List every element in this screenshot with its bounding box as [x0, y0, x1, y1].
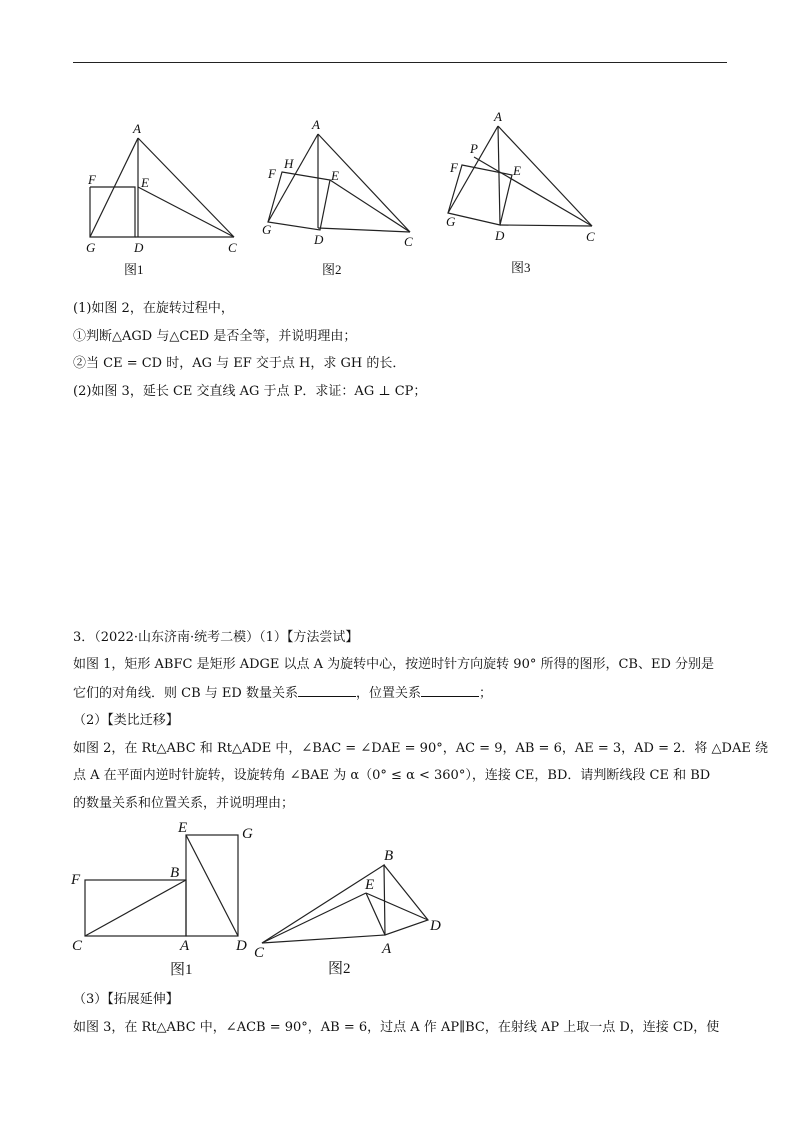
fig1-label-G: G: [86, 240, 96, 255]
bfig2-caption: 图2: [328, 961, 351, 977]
p2-q1: (1)如图 2，在旋转过程中，: [73, 301, 234, 316]
fig1-label-A: A: [133, 121, 141, 136]
fig3-label-A: A: [494, 109, 502, 124]
bottom-figure-1: [85, 835, 238, 936]
bfig2-label-D: D: [430, 918, 441, 934]
bfig2-label-A: A: [382, 941, 392, 957]
p2-q2: (2)如图 3，延长 CE 交直线 AG 于点 P．求证：AG ⊥ CP；: [73, 384, 427, 399]
fig2-label-E: E: [331, 168, 339, 183]
fig3-label-P: P: [470, 141, 478, 156]
answer-blank-2: [421, 684, 479, 697]
bfig1-label-C: C: [72, 938, 83, 954]
p2-q1-2: ②当 CE = CD 时，AG 与 EF 交于点 H，求 GH 的长．: [73, 356, 406, 371]
fig2-label-D: D: [314, 232, 324, 247]
top-figures: [0, 0, 800, 290]
p3-para1b-mid: ，位置关系: [355, 686, 421, 701]
fig2-label-H: H: [284, 156, 294, 171]
top-figure-1: [90, 138, 234, 237]
bottom-figure-2: [262, 865, 428, 943]
bfig1-label-A: A: [180, 938, 190, 954]
bfig1-label-B: B: [170, 865, 180, 881]
top-figure-2: [268, 134, 410, 232]
fig1-label-D: D: [134, 240, 144, 255]
fig1-label-F: F: [88, 172, 96, 187]
p3-para2b: 点 A 在平面内逆时针旋转，设旋转角 ∠BAE 为 α（0° ≤ α < 360°），连接 CE，BD．请判断线段 CE 和 BD: [73, 768, 711, 783]
bfig1-label-G: G: [242, 826, 253, 842]
fig2-caption: 图2: [322, 262, 342, 277]
answer-blank-1: [298, 684, 356, 697]
fig3-label-F: F: [450, 160, 458, 175]
fig2-label-A: A: [312, 117, 320, 132]
p3-para1b-pre: 它们的对角线．则 CB 与 ED 数量关系: [73, 686, 298, 701]
bfig2-label-E: E: [365, 877, 375, 893]
fig1-label-C: C: [228, 240, 237, 255]
bfig1-label-D: D: [236, 938, 247, 954]
fig3-label-C: C: [586, 229, 595, 244]
bfig1-label-E: E: [178, 820, 188, 836]
fig3-label-D: D: [495, 228, 505, 243]
fig2-label-G: G: [262, 222, 272, 237]
p3-sec2: （2）【类比迁移】: [73, 713, 179, 728]
p3-header: 3．（2022·山东济南·统考二模）（1）【方法尝试】: [73, 630, 359, 645]
fig2-label-C: C: [404, 234, 413, 249]
p3-para1b-end: ；: [478, 686, 492, 701]
fig3-label-G: G: [446, 214, 456, 229]
p3-para1b: [73, 684, 492, 703]
p3-para2c: 的数量关系和位置关系，并说明理由；: [73, 796, 295, 811]
p3-para2a: 如图 2，在 Rt△ABC 和 Rt△ADE 中，∠BAC = ∠DAE = 90°，AC = 9，AB = 6，AE = 3，AD = 2．将 △DAE 绕: [73, 741, 768, 756]
bfig2-label-C: C: [254, 945, 265, 961]
p3-para1a: 如图 1，矩形 ABFC 是矩形 ADGE 以点 A 为旋转中心，按逆时针方向旋转 90° 所得的图形，CB、ED 分别是: [73, 657, 715, 672]
bfig2-label-B: B: [384, 848, 394, 864]
fig3-label-E: E: [513, 163, 521, 178]
bfig1-caption: 图1: [170, 962, 193, 978]
fig1-caption: 图1: [124, 262, 144, 277]
bfig1-label-F: F: [71, 872, 81, 888]
p3-para3: 如图 3，在 Rt△ABC 中，∠ACB = 90°，AB = 6，过点 A 作 AP∥BC，在射线 AP 上取一点 D，连接 CD，使: [73, 1020, 720, 1035]
fig2-label-F: F: [268, 166, 276, 181]
fig1-label-E: E: [141, 175, 149, 190]
fig3-caption: 图3: [511, 260, 531, 275]
p3-sec3: （3）【拓展延伸】: [73, 992, 179, 1007]
p2-q1-1: ①判断△AGD 与△CED 是否全等，并说明理由；: [73, 329, 357, 344]
